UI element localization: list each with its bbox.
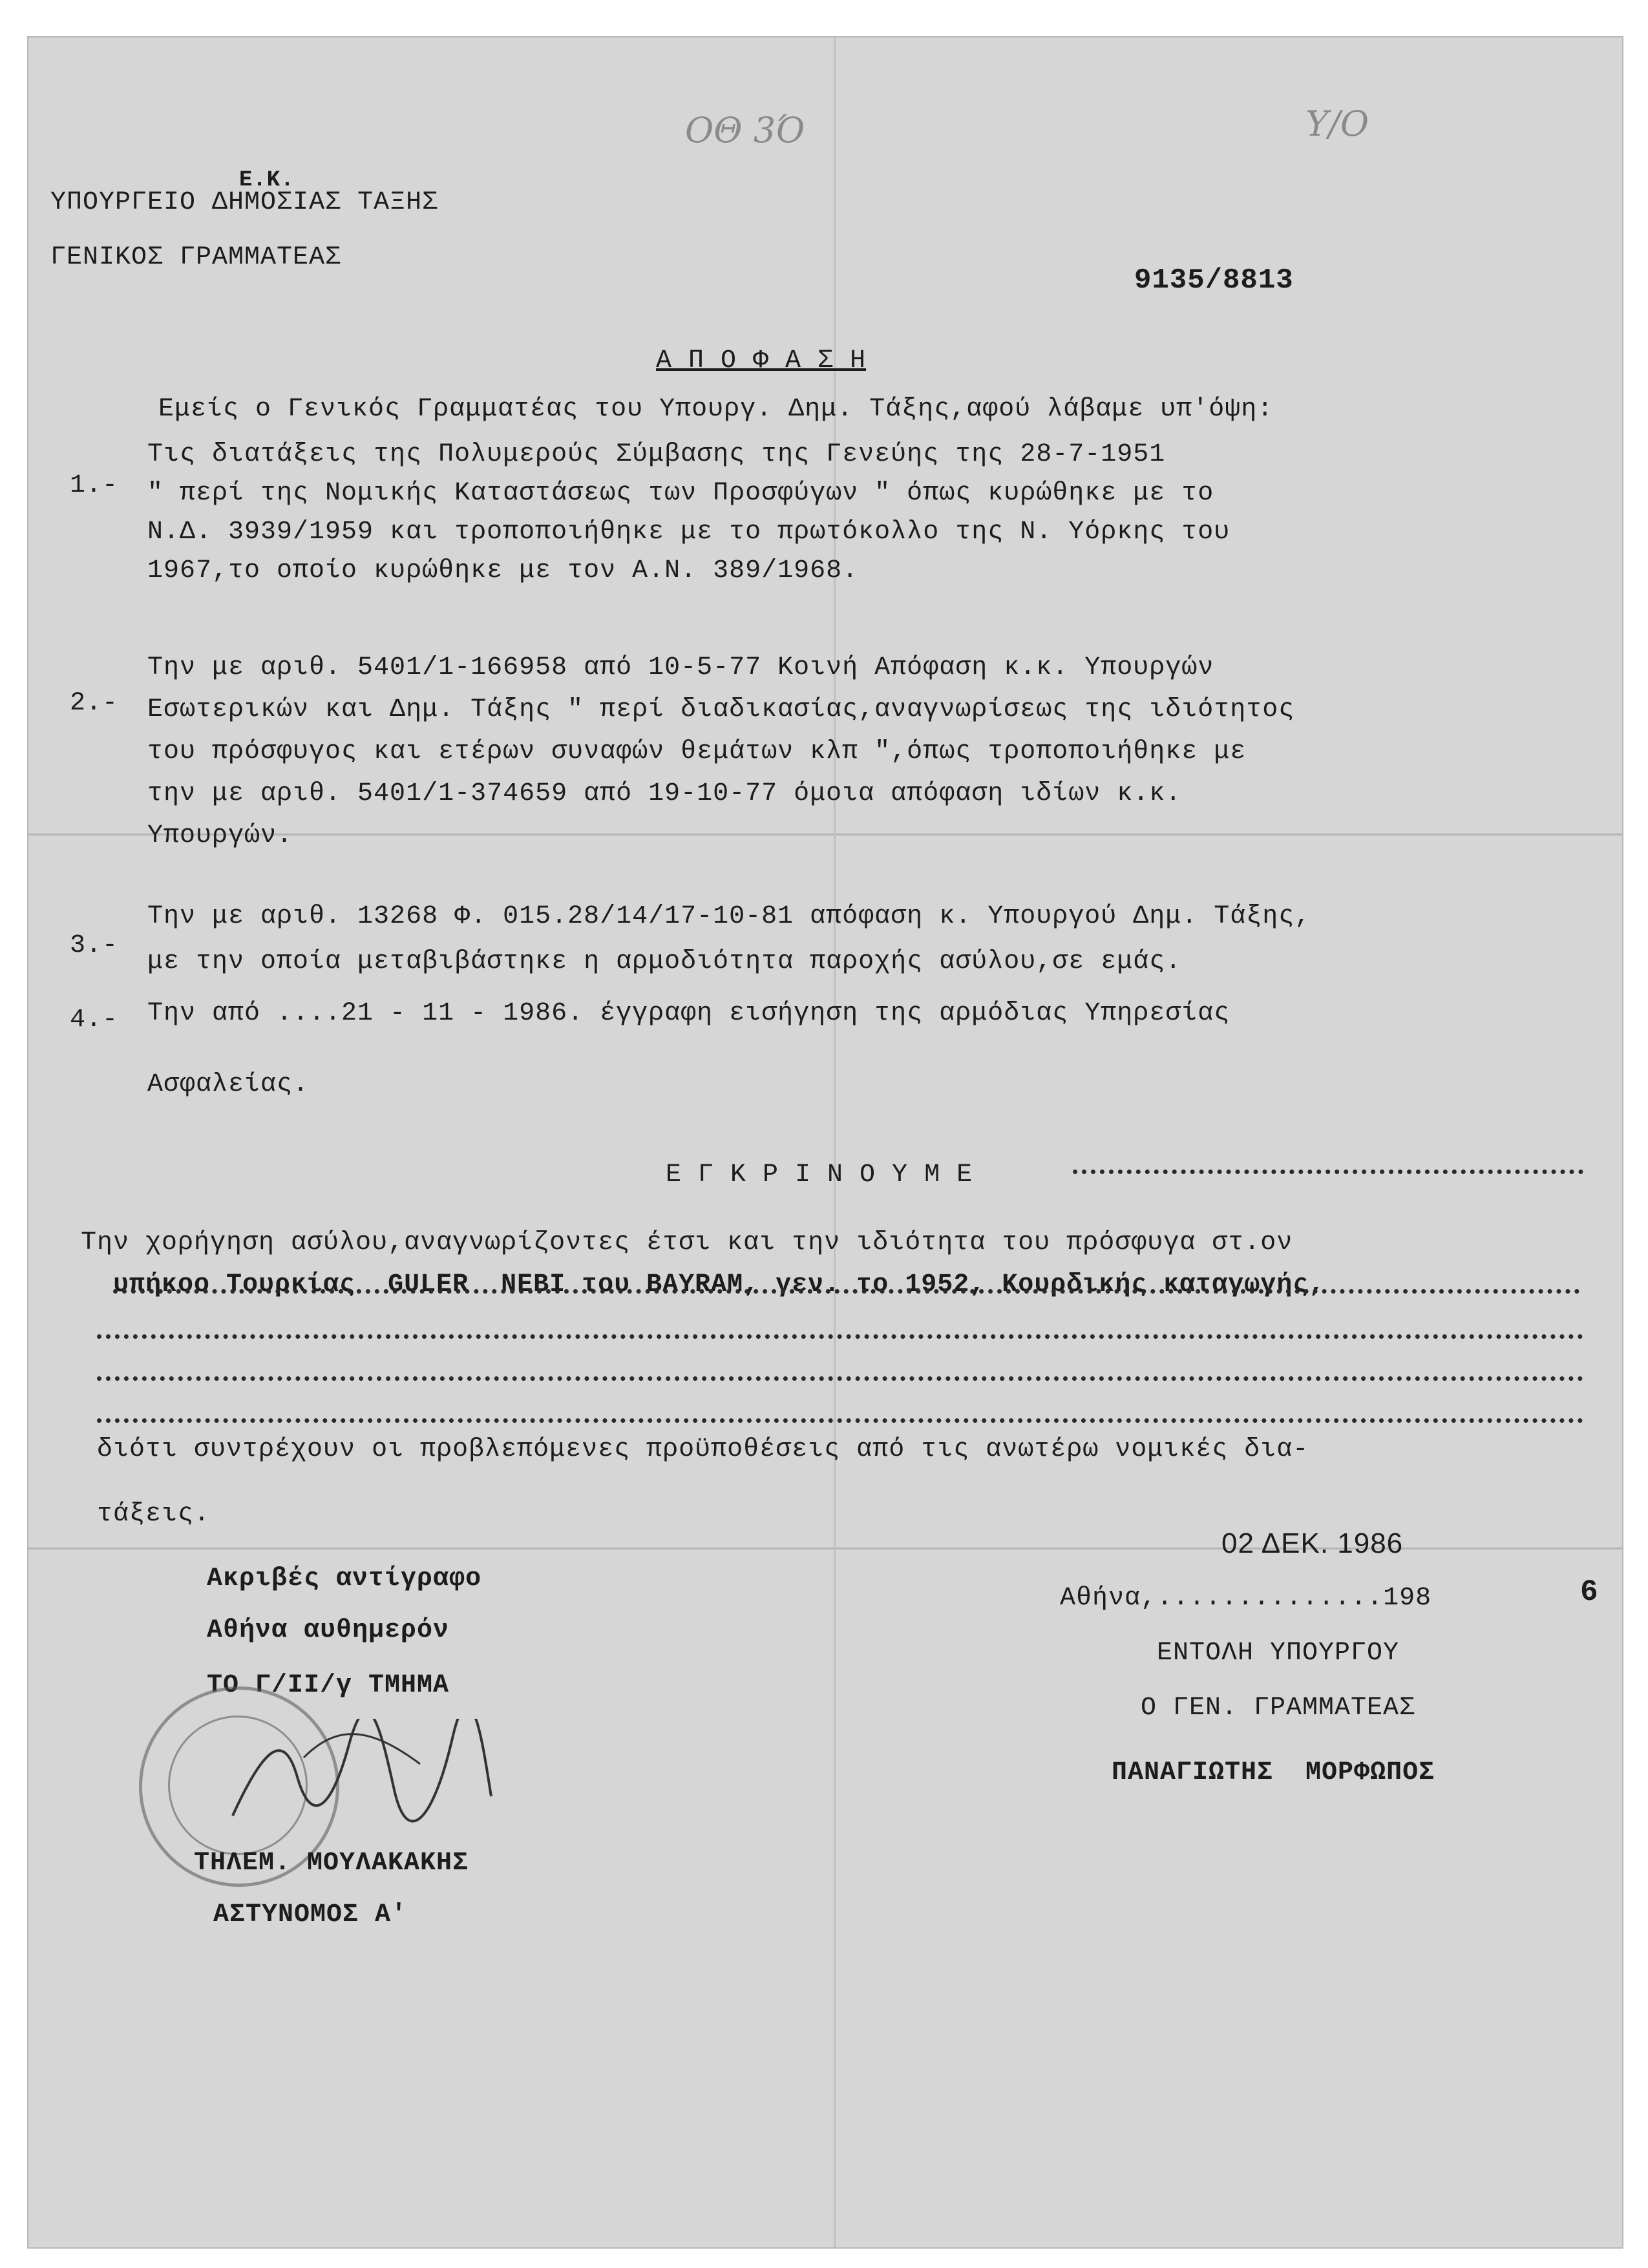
- item-number: 4.-: [70, 1005, 119, 1034]
- copy-officer-rank: ΑΣΤΥΝΟΜΟΣ Α': [213, 1900, 408, 1929]
- handwritten-signature: [226, 1719, 498, 1829]
- item-line: Την με αριθ. 5401/1-166958 από 10-5-77 Κοινή Απόφαση κ.κ. Υπουργών: [147, 653, 1214, 682]
- dotted-fill-line: [97, 1328, 1583, 1339]
- item-line: Τις διατάξεις της Πολυμερούς Σύμβασης της Γενεύης της 28-7-1951: [147, 440, 1166, 469]
- item-number: 1.-: [70, 471, 119, 500]
- ministry-mark: Ε.Κ.: [239, 168, 295, 193]
- item-number: 3.-: [70, 931, 119, 960]
- item-line: " περί της Νομικής Καταστάσεως των Προσφύγων " όπως κυρώθηκε με το: [147, 479, 1214, 508]
- item-line: Υπουργών.: [147, 821, 293, 850]
- year-suffix: 6: [1580, 1575, 1599, 1609]
- copy-certification: Ακριβές αντίγραφο: [207, 1564, 482, 1593]
- item-number: 2.-: [70, 689, 119, 718]
- intro-text: Εμείς ο Γενικός Γραμματέας του Υπουργ. Δημ. Τάξης,αφού λάβαμε υπ'όψη:: [158, 395, 1274, 424]
- item-line: Την από ....21 - 11 - 1986. έγγραφη εισήγηση της αρμόδιας Υπηρεσίας: [147, 999, 1231, 1028]
- dotted-fill-line: [97, 1412, 1583, 1423]
- item-line: με την οποία μεταβιβάστηκε η αρμοδιότητα παροχής ασύλου,σε εμάς.: [147, 947, 1182, 976]
- dotted-fill-line: [97, 1370, 1583, 1381]
- secretary-title: ΓΕΝΙΚΟΣ ΓΡΑΜΜΑΤΕΑΣ: [50, 243, 342, 272]
- approve-heading: Ε Γ Κ Ρ Ι Ν Ο Υ Μ Ε: [666, 1160, 973, 1190]
- signatory-name: ΠΑΝΑΓΙΩΤΗΣ ΜΟΡΦΩΠΟΣ: [1112, 1758, 1435, 1787]
- ministry-name: ΥΠΟΥΡΓΕΙΟ ΔΗΜΟΣΙΑΣ ΤΑΞΗΣ: [50, 188, 439, 217]
- item-line: Ν.Δ. 3939/1959 και τροποποιήθηκε με το πρωτόκολλο της Ν. Υόρκης του: [147, 518, 1231, 547]
- date-stamp: 02 ΔΕΚ. 1986: [1221, 1528, 1404, 1559]
- item-line: Εσωτερικών και Δημ. Τάξης " περί διαδικασίας,αναγνωρίσεως της ιδιότητος: [147, 695, 1295, 724]
- dotted-fill-line: [113, 1283, 1580, 1294]
- handwritten-note: ΟΘ 3Ό: [685, 110, 805, 151]
- signatory-title: Ο ΓΕΝ. ΓΡΑΜΜΑΤΕΑΣ: [1141, 1694, 1416, 1723]
- item-line: την με αριθ. 5401/1-374659 από 19-10-77 όμοια απόφαση ιδίων κ.κ.: [147, 779, 1182, 808]
- decision-line: υπήκοο Τουρκίας GULER NEBI του BAYRAM, γεν. το 1952, Κουρδικής καταγωγής,: [113, 1270, 1326, 1299]
- dotted-fill-line: [1073, 1163, 1583, 1174]
- item-line: Ασφαλείας.: [147, 1070, 310, 1099]
- signatory-authority: ΕΝΤΟΛΗ ΥΠΟΥΡΓΟΥ: [1157, 1639, 1400, 1668]
- reference-number: 9135/8813: [1134, 264, 1294, 297]
- decision-line: Την χορήγηση ασύλου,αναγνωρίζοντες έτσι και την ιδιότητα του πρόσφυγα στ.ον: [81, 1228, 1293, 1257]
- handwritten-note: Υ/Ο: [1305, 103, 1369, 144]
- copy-department: ΤΟ Γ/ΙΙ/γ ΤΜΗΜΑ: [207, 1671, 450, 1700]
- closing-line: τάξεις.: [97, 1500, 211, 1529]
- closing-line: διότι συντρέχουν οι προβλεπόμενες προϋποθέσεις από τις ανωτέρω νομικές δια-: [97, 1435, 1309, 1464]
- document-title: Α Π Ο Φ Α Σ Η: [656, 346, 867, 375]
- copy-place: Αθήνα αυθημερόν: [207, 1616, 450, 1645]
- place-date-line: Αθήνα,..............198: [1060, 1584, 1432, 1613]
- item-line: 1967,το οποίο κυρώθηκε με τον Α.Ν. 389/1968.: [147, 556, 859, 585]
- item-line: του πρόσφυγος και ετέρων συναφών θεμάτων κλπ ",όπως τροποποιήθηκε με: [147, 737, 1247, 766]
- item-line: Την με αριθ. 13268 Φ. 015.28/14/17-10-81 απόφαση κ. Υπουργού Δημ. Τάξης,: [147, 902, 1311, 931]
- copy-officer-name: ΤΗΛΕΜ. ΜΟΥΛΑΚΑΚΗΣ: [194, 1849, 469, 1878]
